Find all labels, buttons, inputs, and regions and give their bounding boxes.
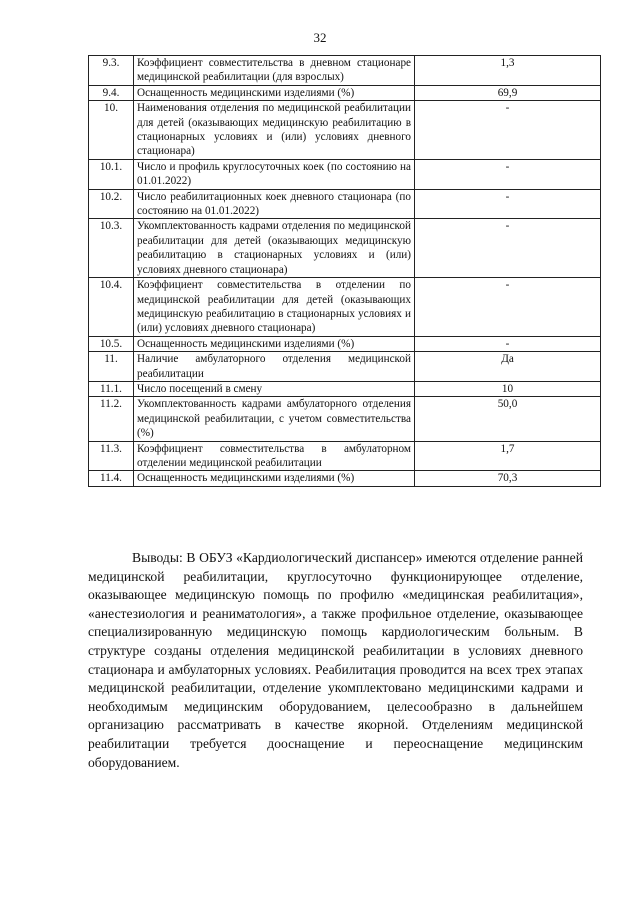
row-description: Коэффициент совместительства в амбулаторном отделении медицинской реабилитации (134, 441, 415, 471)
table-row (89, 56, 601, 86)
row-number: 11.4. (89, 471, 134, 486)
row-description: Число посещений в смену (134, 381, 415, 396)
row-description: Наличие амбулаторного отделения медицинской реабилитации (134, 352, 415, 382)
row-value: - (415, 189, 601, 219)
table-row (89, 85, 601, 100)
page-number: 32 (313, 30, 327, 45)
row-description: Число и профиль круглосуточных коек (по состоянию на 01.01.2022) (134, 159, 415, 189)
row-description: Коэффициент совместительства в отделении по медицинской реабилитации для детей (оказывающих медицинскую реабилитацию в стационарных условиях и (или) условиях дневного стационара) (134, 278, 415, 337)
row-value: - (415, 101, 601, 160)
row-number: 10.2. (89, 189, 134, 219)
table-row (89, 159, 601, 189)
row-description: Наименования отделения по медицинской реабилитации для детей (оказывающих медицинскую реабилитацию в стационарных условиях и (или) условиях дневного стационара) (134, 101, 415, 160)
row-number: 9.3. (89, 56, 134, 86)
row-value: 50,0 (415, 397, 601, 441)
row-number: 9.4. (89, 85, 134, 100)
table-row (89, 352, 601, 382)
table-row (89, 101, 601, 160)
row-value: 1,3 (415, 56, 601, 86)
row-value: - (415, 278, 601, 337)
row-number: 11.2. (89, 397, 134, 441)
row-number: 10.4. (89, 278, 134, 337)
row-description: Укомплектованность кадрами амбулаторного отделения медицинской реабилитации, с учетом совместительства (%) (134, 397, 415, 441)
row-description: Оснащенность медицинскими изделиями (%) (134, 471, 415, 486)
table-row (89, 441, 601, 471)
table-row (89, 397, 601, 441)
table-row (89, 471, 601, 486)
row-value: 1,7 (415, 441, 601, 471)
table-row (89, 278, 601, 337)
row-description: Число реабилитационных коек дневного стационара (по состоянию на 01.01.2022) (134, 189, 415, 219)
row-number: 10.1. (89, 159, 134, 189)
conclusion-paragraph: Выводы: В ОБУЗ «Кардиологический диспансер» имеются отделение ранней медицинской реабилитации, круглосуточно функционирующее отделение, оказывающее медицинскую помощь по профилю «медицинская реабилитация», «анестезиология и реаниматология», а также профильное отделение, оказывающее специализированную медицинскую помощь кардиологическим больным. В структуре созданы отделения медицинской реабилитации в условиях дневного стационара и амбулаторных условиях. Реабилитация проводится на всех трех этапах медицинской реабилитации, отделение укомплектовано медицинскими кадрами и необходимым медицинским оборудованием, целесообразно в дальнейшем организацию рассматривать в качестве якорной. Отделениям медицинской реабилитации требуется дооснащение и переоснащение медицинским оборудованием. (88, 550, 583, 770)
row-value: 70,3 (415, 471, 601, 486)
row-number: 10.5. (89, 336, 134, 351)
table-row (89, 189, 601, 219)
row-value: 10 (415, 381, 601, 396)
row-description: Укомплектованность кадрами отделения по медицинской реабилитации для детей (оказывающих медицинскую реабилитацию в стационарных условиях и (или) условиях дневного стационара) (134, 219, 415, 278)
row-number: 10.3. (89, 219, 134, 278)
table-row (89, 381, 601, 396)
row-number: 11.3. (89, 441, 134, 471)
indicators-table (88, 55, 601, 487)
row-description: Оснащенность медицинскими изделиями (%) (134, 85, 415, 100)
row-number: 11.1. (89, 381, 134, 396)
row-description: Коэффициент совместительства в дневном стационаре медицинской реабилитации (для взрослых) (134, 56, 415, 86)
row-number: 10. (89, 101, 134, 160)
row-number: 11. (89, 352, 134, 382)
row-value: 69,9 (415, 85, 601, 100)
row-description: Оснащенность медицинскими изделиями (%) (134, 336, 415, 351)
table-row (89, 219, 601, 278)
row-value: Да (415, 352, 601, 382)
table-row (89, 336, 601, 351)
row-value: - (415, 219, 601, 278)
row-value: - (415, 159, 601, 189)
row-value: - (415, 336, 601, 351)
